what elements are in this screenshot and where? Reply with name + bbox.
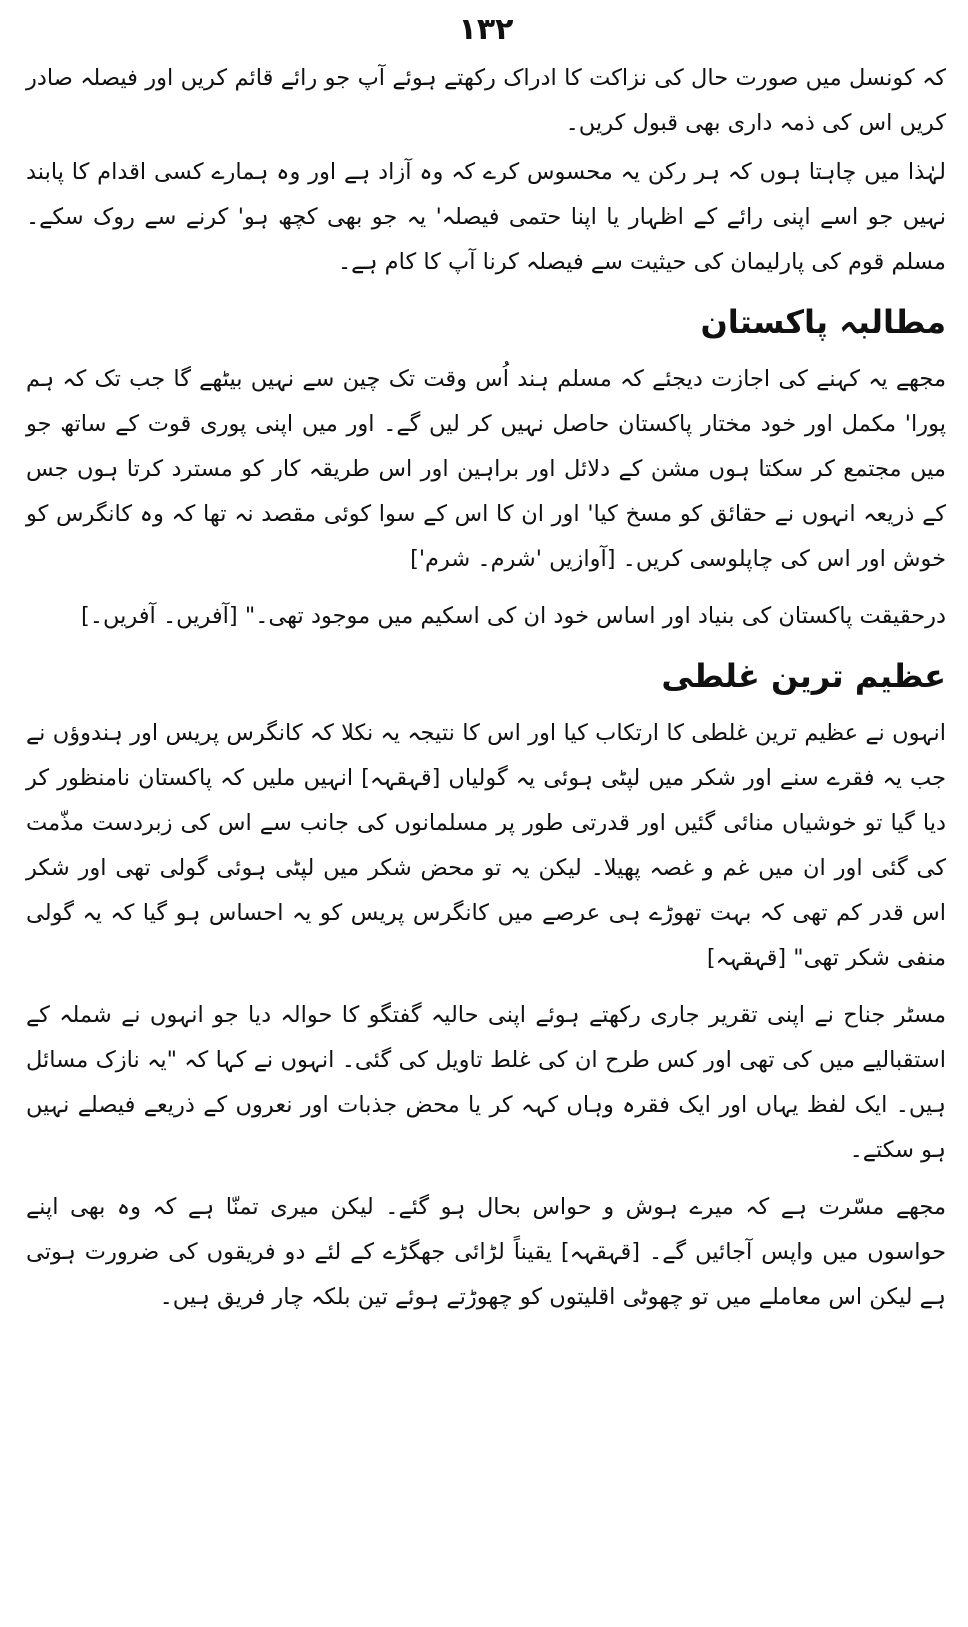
paragraph: مسٹر جناح نے اپنی تقریر جاری رکھتے ہوئے اپنی حالیہ گفتگو کا حوالہ دیا جو انہوں نے شملہ کے استقبالیے میں کی تھی اور کس طرح ان کی غلط تاویل کی گئی۔ انہوں نے کہا کہ "یہ نازک مسائل ہیں۔ ایک لفظ یہاں اور ایک فقرہ وہاں کہہ کر یا محض جذبات اور نعروں کے ذریعے فیصلے نہیں ہو سکتے۔ xyxy=(26,1002,946,1163)
paragraph: انہوں نے عظیم ترین غلطی کا ارتکاب کیا اور اس کا نتیجہ یہ نکلا کہ کانگرس پریس اور ہندوؤں نے جب یہ فقرے سنے اور شکر میں لپٹی ہوئی یہ گولیاں [قہقہہ] انہیں ملیں کہ پاکستان نامنظور کر دیا گیا تو خوشیاں منائی گئیں اور قدرتی طور پر مسلمانوں کی جانب سے اس کی زبردست مذّمت کی گئی اور ان میں غم و غصہ پھیلا۔ لیکن یہ تو محض شکر میں لپٹی ہوئی گولی تھی اور شکر اس قدر کم تھی کہ بہت تھوڑے ہی عرصے میں کانگرس پریس کو یہ احساس ہو گیا کہ یہ گولی منفی شکر تھی" [قہقہہ] xyxy=(26,720,946,971)
section-heading: عظیم ترین غلطی xyxy=(661,657,946,695)
section-pakistan-demand xyxy=(18,293,954,639)
paragraph: مجھے یہ کہنے کی اجازت دیجئے کہ مسلم ہند اُس وقت تک چین سے نہیں بیٹھے گا جب تک کہ ہم پورا' مکمل اور خود مختار پاکستان حاصل نہیں کر لیں گے۔ اور میں اپنی پوری قوت کے ساتھ جو میں مجتمع کر سکتا ہوں مشن کے دلائل اور براہین اور اس طریقہ کار کو مسترد کرتا ہوں جس کے ذریعہ انہوں نے حقائق کو مسخ کیا' اور ان کا اس کے سوا کوئی مقصد نہ تھا کہ وہ کانگرس کو خوش اور اس کی چاپلوسی کریں۔ [آوازیں 'شرم۔ شرم'] xyxy=(26,366,946,572)
paragraph: لہٰذا میں چاہتا ہوں کہ ہر رکن یہ محسوس کرے کہ وہ آزاد ہے اور وہ ہمارے کسی اقدام کا پابند نہیں جو اسے اپنی رائے کے اظہار یا اپنا حتمی فیصلہ' یہ جو بھی کچھ ہو' کرنے سے روک سکے۔ مسلم قوم کی پارلیمان کی حیثیت سے فیصلہ کرنا آپ کا کام ہے۔ xyxy=(26,159,946,275)
section-intro xyxy=(18,56,954,285)
section-heading: مطالبہ پاکستان xyxy=(700,303,946,341)
paragraph: کہ کونسل میں صورت حال کی نزاکت کا ادراک رکھتے ہوئے آپ جو رائے قائم کریں اور فیصلہ صادر کریں اس کی ذمہ داری بھی قبول کریں۔ xyxy=(26,65,946,136)
paragraph: مجھے مسّرت ہے کہ میرے ہوش و حواس بحال ہو گئے۔ لیکن میری تمنّا ہے کہ وہ بھی اپنے حواسوں میں واپس آجائیں گے۔ [قہقہہ] یقیناً لڑائی جھگڑے کے لئے دو فریقوں کی ضرورت ہوتی ہے لیکن اس معاملے میں تو چھوٹی اقلیتوں کو چھوڑتے ہوئے تین بلکہ چار فریق ہیں۔ xyxy=(26,1194,946,1310)
section-greatest-mistake xyxy=(18,647,954,1320)
page-number: ۱۳۲ xyxy=(458,12,514,47)
document-page xyxy=(18,10,954,1620)
paragraph: درحقیقت پاکستان کی بنیاد اور اساس خود ان کی اسکیم میں موجود تھی۔" [آفریں۔ آفریں۔] xyxy=(81,603,946,629)
